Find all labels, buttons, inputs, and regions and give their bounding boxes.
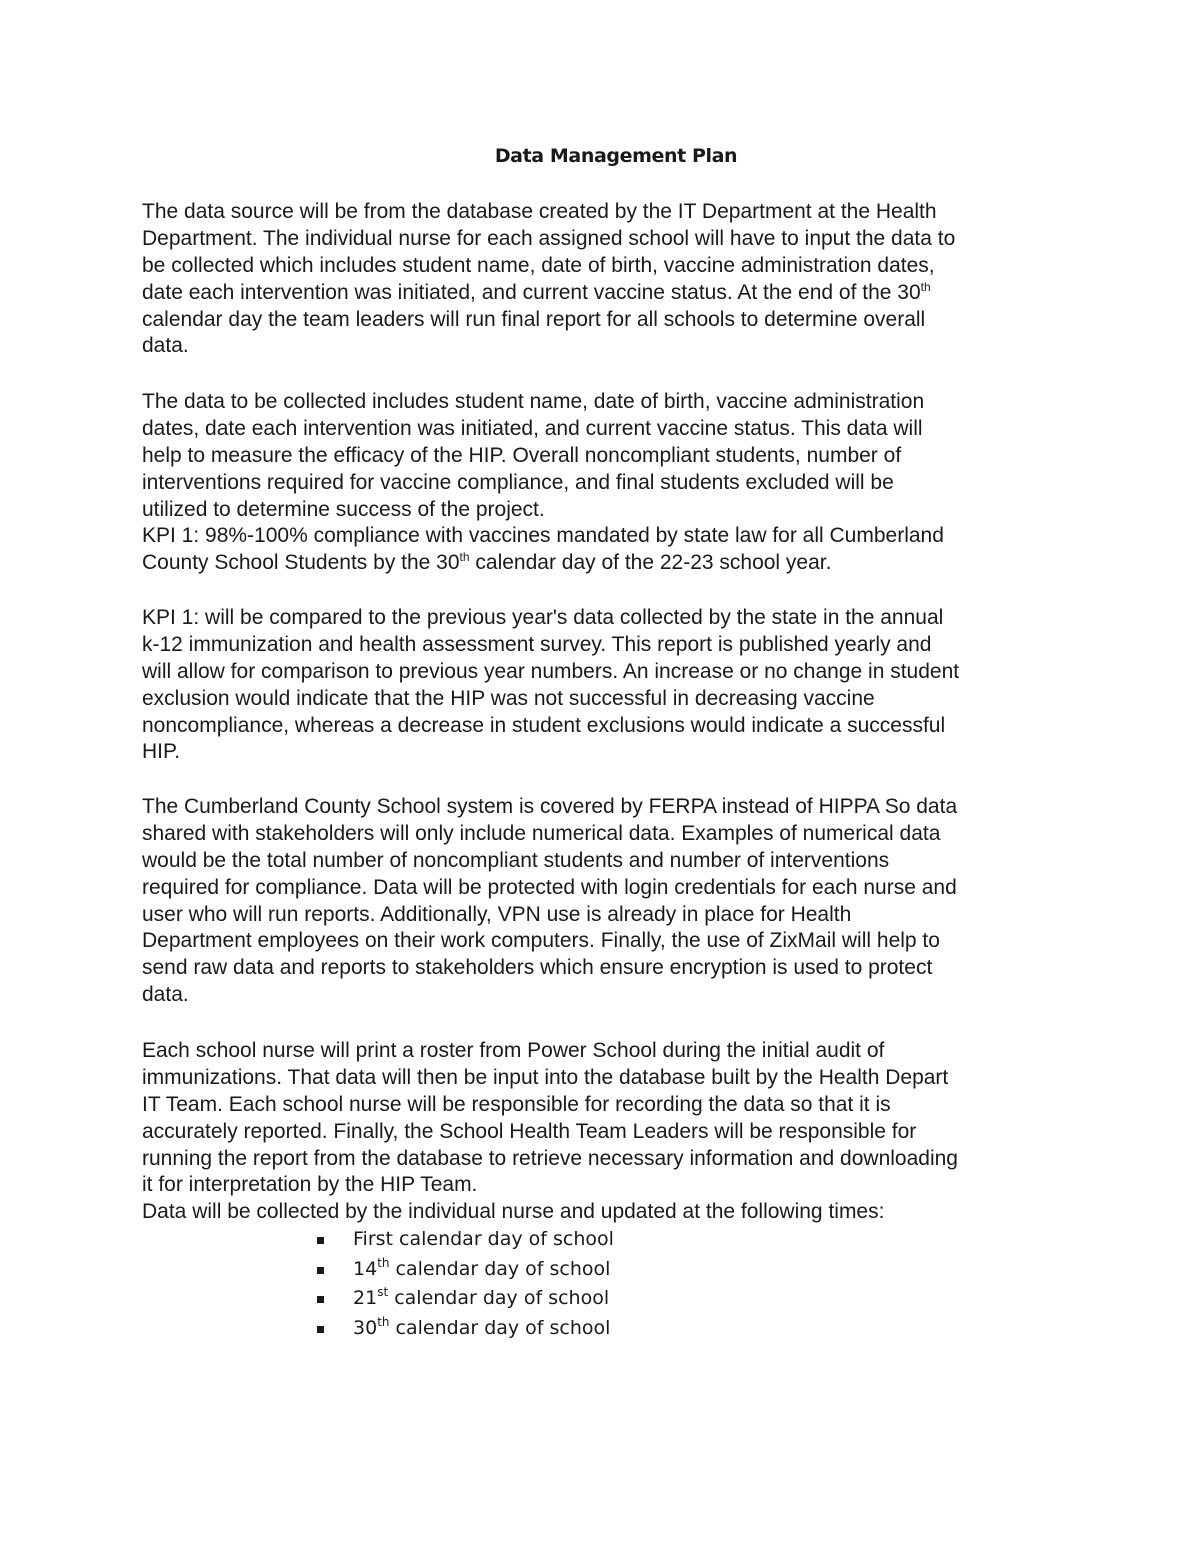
text-line: be collected which includes student name, date of birth, vaccine administration dates, — [142, 253, 935, 277]
document-title: Data Management Plan — [494, 145, 738, 167]
text-line: The data source will be from the database created by the IT Department at the Health — [142, 200, 937, 223]
text-line: Each school nurse will print a roster from Power School during the initial audit of — [142, 1039, 885, 1062]
paragraph-data-collected — [142, 389, 1067, 577]
paragraph-data-source — [142, 199, 1067, 360]
text-line: k-12 immunization and health assessment survey. This report is published yearly and — [142, 632, 932, 656]
superscript: th — [920, 279, 931, 294]
square-bullet-icon — [317, 1296, 324, 1303]
list-item — [314, 1284, 614, 1314]
text-line: shared with stakeholders will only include numerical data. Examples of numerical data — [142, 821, 941, 845]
text-line: exclusion would indicate that the HIP was not successful in decreasing vaccine — [142, 686, 875, 710]
list-item-text: calendar day of school — [389, 1316, 611, 1339]
paragraph-collection-process — [142, 1038, 1067, 1226]
text-line: noncompliance, whereas a decrease in student exclusions would indicate a successful — [142, 713, 946, 737]
superscript: th — [377, 1314, 390, 1329]
square-bullet-icon — [317, 1237, 324, 1244]
text-line: HIP. — [142, 740, 181, 764]
text-line: would be the total number of noncompliant students and number of interventions — [142, 848, 890, 872]
text-line: KPI 1: will be compared to the previous year's data collected by the state in the annual — [142, 606, 944, 629]
text-line: it for interpretation by the HIP Team. — [142, 1173, 478, 1197]
text-line: calendar day the team leaders will run final report for all schools to determine overall — [142, 307, 926, 331]
text-line — [142, 550, 1067, 577]
list-item — [314, 1314, 614, 1344]
text-line: send raw data and reports to stakeholders which ensure encryption is used to protect — [142, 956, 933, 980]
paragraph-kpi-comparison — [142, 605, 1067, 766]
kpi-line: KPI 1: 98%-100% compliance with vaccines mandated by state law for all Cumberland — [142, 524, 944, 548]
text-line: Department. The individual nurse for each assigned school will have to input the data to — [142, 226, 956, 250]
list-item-text: 21 — [353, 1287, 378, 1309]
list-item-text: calendar day of school — [388, 1287, 610, 1309]
text-line: The data to be collected includes student name, date of birth, vaccine administration — [142, 390, 925, 413]
collection-times-list — [314, 1225, 614, 1343]
text-segment: date each intervention was initiated, and current vaccine status. At the end of the 30 — [142, 280, 921, 304]
superscript: th — [459, 550, 470, 565]
text-line: The Cumberland County School system is covered by FERPA instead of HIPPA So data — [142, 795, 958, 818]
text-line: accurately reported. Finally, the School Health Team Leaders will be responsible for — [142, 1119, 917, 1143]
text-line: Department employees on their work computers. Finally, the use of ZixMail will help to — [142, 929, 940, 953]
text-line — [142, 280, 1067, 307]
text-line: will allow for comparison to previous year numbers. An increase or no change in student — [142, 659, 960, 683]
list-item — [314, 1255, 614, 1285]
text-line: utilized to determine success of the project. — [142, 497, 545, 521]
list-item-text: First calendar day of school — [353, 1228, 614, 1250]
list-item-text: calendar day of school — [389, 1257, 611, 1280]
text-line: immunizations. That data will then be input into the database built by the Health Depart — [142, 1065, 949, 1089]
text-line: dates, date each intervention was initiated, and current vaccine status. This data will — [142, 416, 923, 440]
paragraph-privacy — [142, 794, 1067, 1009]
text-segment: calendar day of the 22-23 school year. — [469, 551, 832, 575]
text-line: Data will be collected by the individual nurse and updated at the following times: — [142, 1200, 885, 1224]
text-line: required for compliance. Data will be protected with login credentials for each nurse and — [142, 875, 957, 899]
square-bullet-icon — [317, 1326, 324, 1333]
text-segment: County School Students by the 30 — [142, 551, 460, 575]
text-line: help to measure the efficacy of the HIP. Overall noncompliant students, number of — [142, 443, 902, 467]
list-item — [314, 1225, 614, 1255]
text-line: running the report from the database to retrieve necessary information and downloading — [142, 1146, 958, 1170]
superscript: st — [377, 1285, 389, 1299]
text-line: user who will run reports. Additionally, VPN use is already in place for Health — [142, 902, 852, 926]
text-line: interventions required for vaccine compliance, and final students excluded will be — [142, 470, 894, 494]
text-line: data. — [142, 983, 189, 1007]
square-bullet-icon — [317, 1267, 324, 1274]
list-item-text: 30 — [353, 1316, 378, 1339]
text-line: IT Team. Each school nurse will be responsible for recording the data so that it is — [142, 1092, 891, 1116]
list-item-text: 14 — [353, 1257, 378, 1280]
text-line: data. — [142, 334, 189, 358]
superscript: th — [377, 1255, 390, 1270]
